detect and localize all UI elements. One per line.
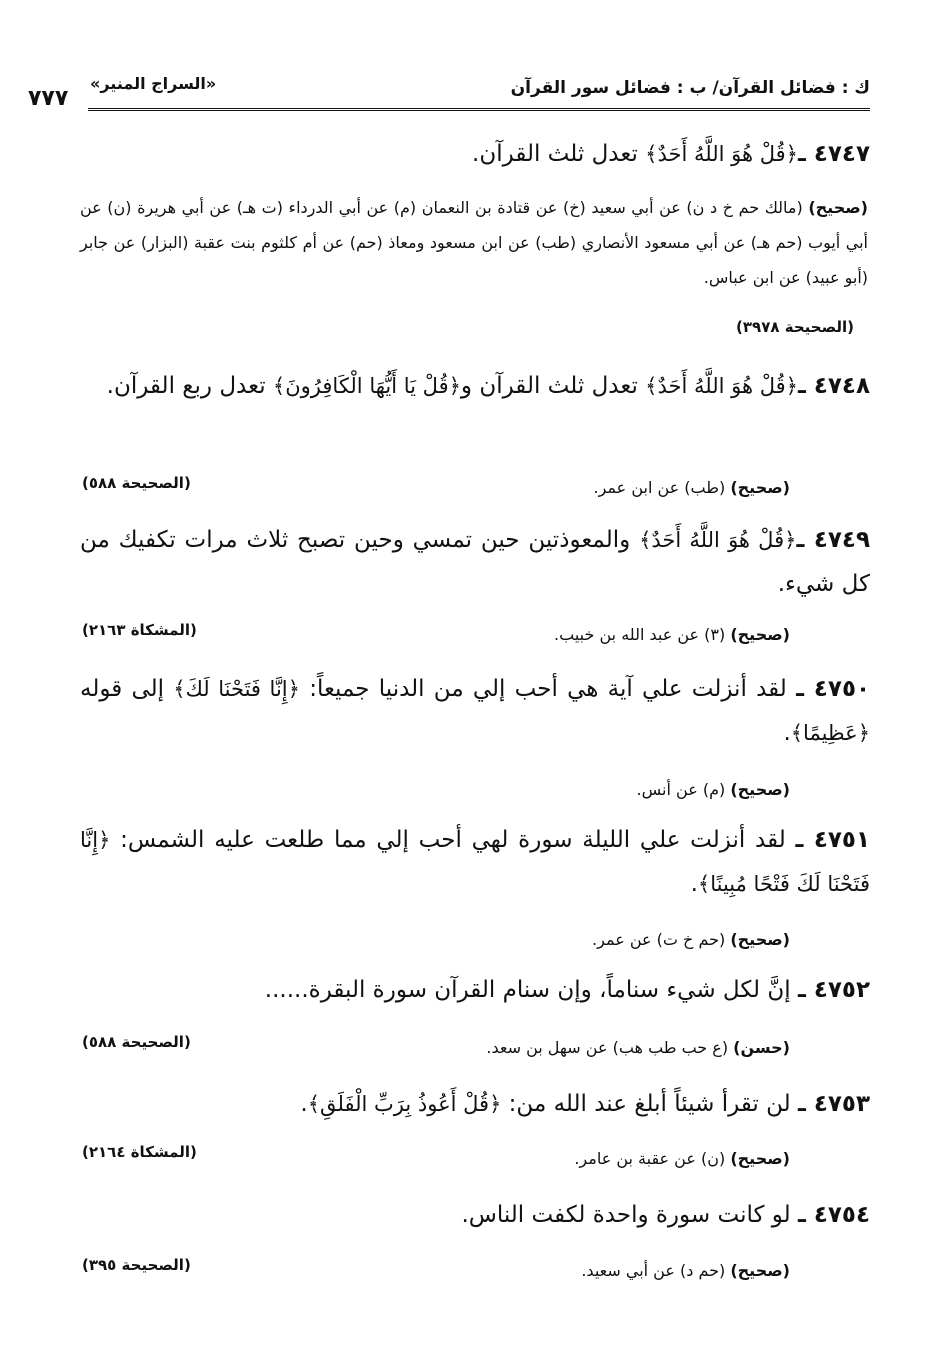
hadith-narration: (مالك حم خ د ن) عن أبي سعيد (خ) عن قتادة بن النعمان (م) عن أبي الدرداء (ت هـ) عن أبي هريرة (ن) عن أبي أيوب (حم هـ) عن أبي مسعود الأنصاري (طب) عن ابن مسعود ومعاذ (حم) عن أم كلثوم بنت عقبة (البزار) عن جابر (أبو عبيد) عن ابن عباس. xyxy=(80,198,868,287)
quran-verse: ﴿قُلْ أَعُوذُ بِرَبِّ الْفَلَقِ﴾ xyxy=(307,1092,502,1116)
hadith-narration: (٣) عن عبد الله بن خبيب. xyxy=(554,625,731,644)
hadith-text: ٤٧٥٣ ـ لن تقرأ شيئاً أبلغ عند الله من: ﴿قُلْ أَعُوذُ بِرَبِّ الْفَلَقِ﴾. xyxy=(300,1091,870,1117)
quran-verse: ﴿إِنَّا فَتَحْنَا لَكَ﴾ xyxy=(173,677,300,701)
hadith-narration: (م) عن أنس. xyxy=(636,780,731,799)
hadith-text: ٤٧٤٨ ـ﴿قُلْ هُوَ اللَّهُ أَحَدٌ﴾ تعدل ثلث القرآن و﴿قُلْ يَا أَيُّهَا الْكَافِرُونَ﴾ تعدل ربع القرآن. xyxy=(106,373,870,399)
hadith-text: ٤٧٥٤ ـ لو كانت سورة واحدة لكفت الناس. xyxy=(461,1202,870,1228)
hadith-grade: (صحيح) xyxy=(808,198,868,217)
hadith-number: ٤٧٥٠ ـ xyxy=(796,676,871,702)
hadith-source: (الصحيحة ٥٨٨) xyxy=(82,474,191,492)
book-title: «السراج المنير» xyxy=(90,74,217,93)
hadith-text: ٤٧٤٧ ـ﴿قُلْ هُوَ اللَّهُ أَحَدٌ﴾ تعدل ثلث القرآن. xyxy=(472,141,870,167)
hadith-grade: (حسن) xyxy=(733,1038,790,1057)
hadith-text: ٤٧٥٢ ـ إنَّ لكل شيء سناماً، وإن سنام القرآن سورة البقرة...... xyxy=(264,977,870,1003)
header-rule xyxy=(88,108,870,111)
hadith-grade: (صحيح) xyxy=(730,780,790,799)
hadith-narration: (حم د) عن أبي سعيد. xyxy=(581,1261,731,1280)
chapter-title: ك : فضائل القرآن/ ب : فضائل سور القرآن xyxy=(510,78,870,98)
hadith-reference xyxy=(80,922,790,957)
hadith-source: (الصحيحة ٣٩٧٨) xyxy=(736,318,854,336)
hadith-reference xyxy=(80,190,868,295)
hadith-number: ٤٧٤٩ ـ xyxy=(796,527,870,553)
hadith-grade: (صحيح) xyxy=(730,1261,790,1280)
hadith-reference xyxy=(80,772,790,807)
hadith-number: ٤٧٥١ ـ xyxy=(795,827,870,853)
quran-verse: ﴿قُلْ يَا أَيُّهَا الْكَافِرُونَ﴾ xyxy=(272,374,461,398)
hadith-text: ٤٧٥٠ ـ لقد أنزلت علي آية هي أحب إلي من الدنيا جميعاً: ﴿إِنَّا فَتَحْنَا لَكَ﴾ إلى قوله ﴿عَظِيمًا﴾. xyxy=(80,676,871,746)
hadith-narration: (ع حب طب هب) عن سهل بن سعد. xyxy=(486,1038,734,1057)
quran-verse: ﴿إِنَّا فَتَحْنَا لَكَ فَتْحًا مُبِينًا﴾ xyxy=(80,828,870,896)
hadith-source: (الصحيحة ٥٨٨) xyxy=(82,1033,191,1051)
hadith-grade: (صحيح) xyxy=(730,478,790,497)
hadith-number: ٤٧٥٤ ـ xyxy=(797,1202,870,1228)
quran-verse: ﴿عَظِيمًا﴾ xyxy=(790,721,870,745)
hadith-source: (المشكاة ٢١٦٣) xyxy=(82,621,197,639)
hadith-number: ٤٧٥٢ ـ xyxy=(797,977,870,1003)
hadith-source: (المشكاة ٢١٦٤) xyxy=(82,1143,197,1161)
quran-verse: ﴿قُلْ هُوَ اللَّهُ أَحَدٌ﴾ xyxy=(645,142,798,166)
hadith-grade: (صحيح) xyxy=(730,930,790,949)
hadith-text: ٤٧٥١ ـ لقد أنزلت علي الليلة سورة لهي أحب إلي مما طلعت عليه الشمس: ﴿إِنَّا فَتَحْنَا لَكَ فَتْحًا مُبِينًا﴾. xyxy=(80,827,870,897)
quran-verse: ﴿قُلْ هُوَ اللَّهُ أَحَدٌ﴾ xyxy=(639,528,797,552)
hadith-narration: (طب) عن ابن عمر. xyxy=(593,478,731,497)
hadith-source: (الصحيحة ٣٩٥) xyxy=(82,1256,191,1274)
hadith-number: ٤٧٥٣ ـ xyxy=(797,1091,870,1117)
page-number: ٧٧٧ xyxy=(28,86,69,111)
hadith-narration: (ن) عن عقبة بن عامر. xyxy=(574,1149,731,1168)
hadith-grade: (صحيح) xyxy=(730,625,790,644)
quran-verse: ﴿قُلْ هُوَ اللَّهُ أَحَدٌ﴾ xyxy=(645,374,798,398)
page-header xyxy=(28,70,870,122)
hadith-grade: (صحيح) xyxy=(730,1149,790,1168)
hadith-number: ٤٧٤٧ ـ xyxy=(797,141,870,167)
hadith-number: ٤٧٤٨ ـ xyxy=(797,373,870,399)
hadith-text: ٤٧٤٩ ـ﴿قُلْ هُوَ اللَّهُ أَحَدٌ﴾ والمعوذتين حين تمسي وحين تصبح ثلاث مرات تكفيك من كل شيء. xyxy=(80,527,870,597)
hadith-narration: (حم خ ت) عن عمر. xyxy=(592,930,731,949)
